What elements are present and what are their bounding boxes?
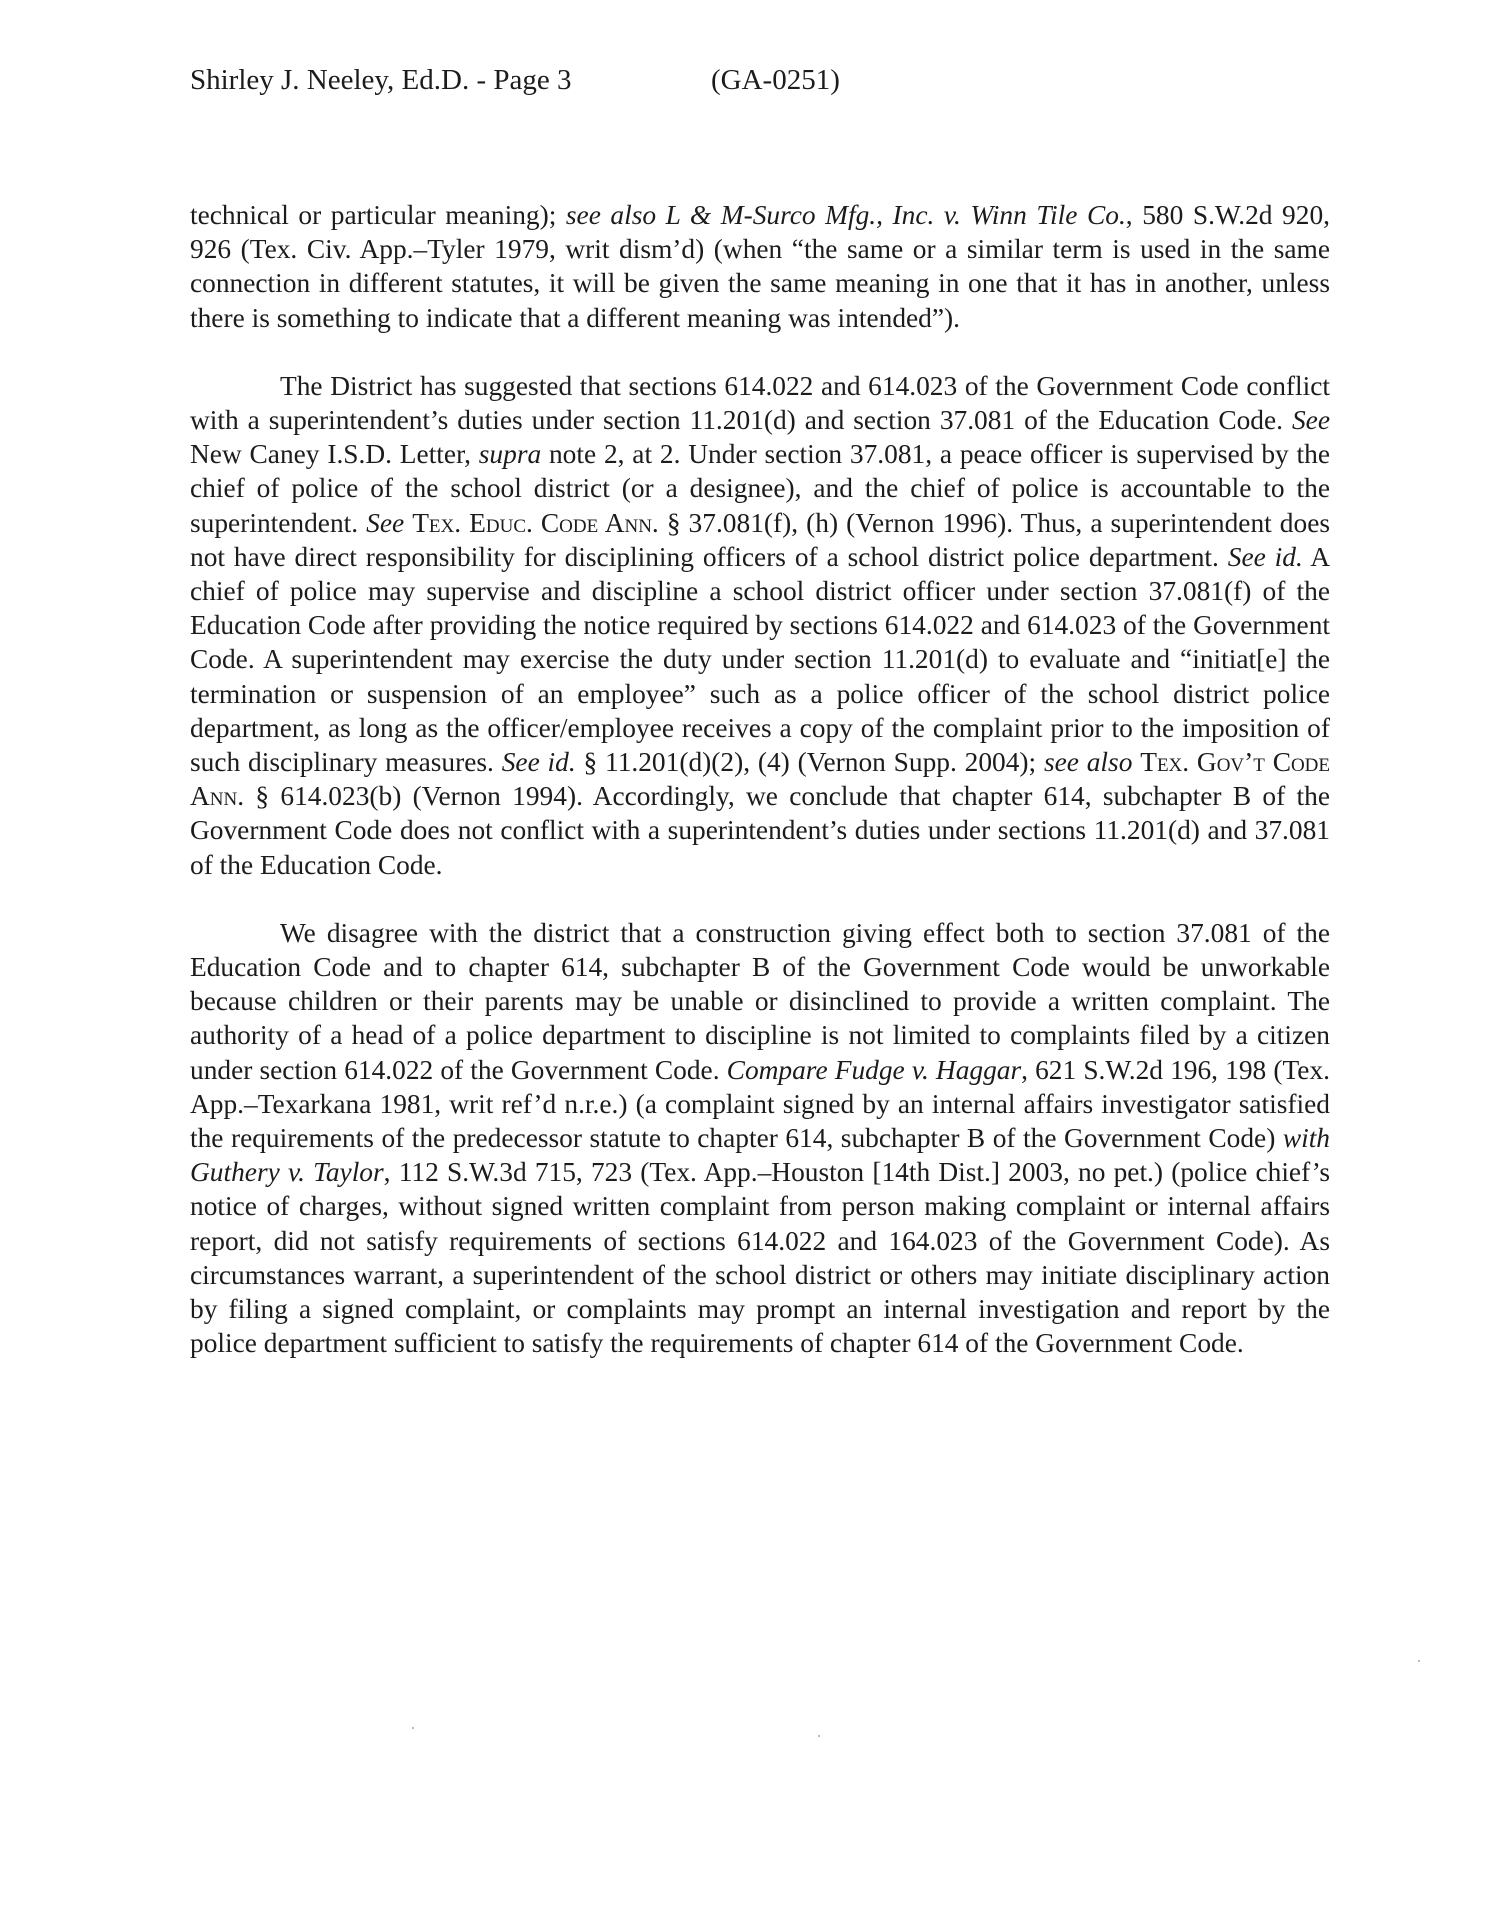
p2-text-7: § 614.023(b) (Vernon 1994). Accordingly, we conclude that chapter 614, subchapter B of the Government Code does not conflict with a superintendent’s duties under sections 11.201(d) and 37.081 of the Education Code. xyxy=(190,781,1330,880)
paragraph-3 xyxy=(190,916,1330,1361)
scan-speck xyxy=(818,1735,820,1737)
page-header xyxy=(190,62,840,98)
p2-code-govt: Tex. Gov’t Code Ann. xyxy=(190,747,1331,812)
letter-body xyxy=(190,198,1330,1395)
p3-citation-fudge: Compare Fudge v. Haggar xyxy=(726,1054,1022,1085)
p1-citation-italic: see also L & M-Surco Mfg., Inc. v. Winn Tile Co. xyxy=(565,200,1126,230)
p2-signal-supra: supra xyxy=(478,439,542,470)
p2-signal-see-id-2: See id. xyxy=(501,747,576,778)
p2-text-3: note 2, at 2. Under section 37.081, a peace officer is supervised by the chief of police of the school district (or a designee), and the chief of police is accountable to the superintendent. xyxy=(190,439,1330,538)
p3-citation-guthery: with Guthery v. Taylor xyxy=(190,1123,1330,1188)
p3-text-3: , 112 S.W.3d 715, 723 (Tex. App.–Houston [14th Dist.] 2003, no pet.) (police chief’s notice of charges, without signed written complaint from person making complaint or internal affairs report, did not satisfy requirements of sections 614.022 and 164.023 of the Government Code). As circumstances warrant, a superintendent of the school district or others may initiate disciplinary action by filing a signed complaint, or complaints may prompt an internal investigation and report by the police department sufficient to satisfy the requirements of chapter 614 of the Government Code. xyxy=(190,1157,1330,1359)
header-document-id: (GA-0251) xyxy=(711,64,840,96)
p2-signal-see-also: see also xyxy=(1043,747,1133,778)
p2-text-5: A chief of police may supervise and discipline a school district officer under section 37.081(f) of the Education Code after providing the notice required by sections 614.022 and 614.023 of the Government Code. A superintendent may exercise the duty under section 11.201(d) to evaluate and “initiat[e] the termination or suspension of an employee” such as a police officer of the school district police department, as long as the officer/employee receives a copy of the complaint prior to the imposition of such disciplinary measures. xyxy=(190,541,1330,778)
p2-text-2: New Caney I.S.D. Letter, xyxy=(190,439,479,470)
p2-signal-see-1: See xyxy=(1291,405,1330,436)
p3-text-1: We disagree with the district that a construction giving effect both to section 37.081 of the Education Code and to chapter 614, subchapter B of the Government Code would be unworkable because children or their parents may be unable or disinclined to provide a written complaint. The authority of a head of a police department to discipline is not limited to complaints filed by a citizen under section 614.022 of the Government Code. xyxy=(190,917,1330,1085)
p2-text-4: § 37.081(f), (h) (Vernon 1996). Thus, a superintendent does not have direct responsibility for disciplining officers of a school district police department. xyxy=(190,507,1331,572)
paragraph-1 xyxy=(190,198,1330,335)
p2-text-6: § 11.201(d)(2), (4) (Vernon Supp. 2004); xyxy=(575,747,1044,778)
header-page-label: Shirley J. Neeley, Ed.D. - Page 3 xyxy=(190,64,572,96)
p2-signal-see-2: See xyxy=(366,507,405,538)
p2-space-1 xyxy=(404,508,412,538)
p2-code-educ: Tex. Educ. Code Ann. xyxy=(412,507,659,538)
p3-text-2: , 621 S.W.2d 196, 198 (Tex. App.–Texarkana 1981, writ ref’d n.r.e.) (a complaint signed by an internal affairs investigator satisfied the requirements of the predecessor statute to chapter 614, subchapter B of the Government Code) xyxy=(190,1054,1330,1154)
p1-text-1: technical or particular meaning); xyxy=(190,200,566,230)
scan-speck xyxy=(1418,1660,1420,1662)
paragraph-2 xyxy=(190,369,1330,882)
p2-signal-see-id-1: See id. xyxy=(1227,541,1303,572)
p1-text-2: , 580 S.W.2d 920, 926 (Tex. Civ. App.–Tyler 1979, writ dism’d) (when “the same or a similar term is used in the same connection in different statutes, it will be given the same meaning in one that it has in another, unless there is something to indicate that a different meaning was intended”). xyxy=(190,200,1330,333)
scan-speck xyxy=(412,1727,414,1729)
p2-text-1: The District has suggested that sections 614.022 and 614.023 of the Government Code conflict with a superintendent’s duties under section 11.201(d) and section 37.081 of the Education Code. xyxy=(190,370,1330,436)
